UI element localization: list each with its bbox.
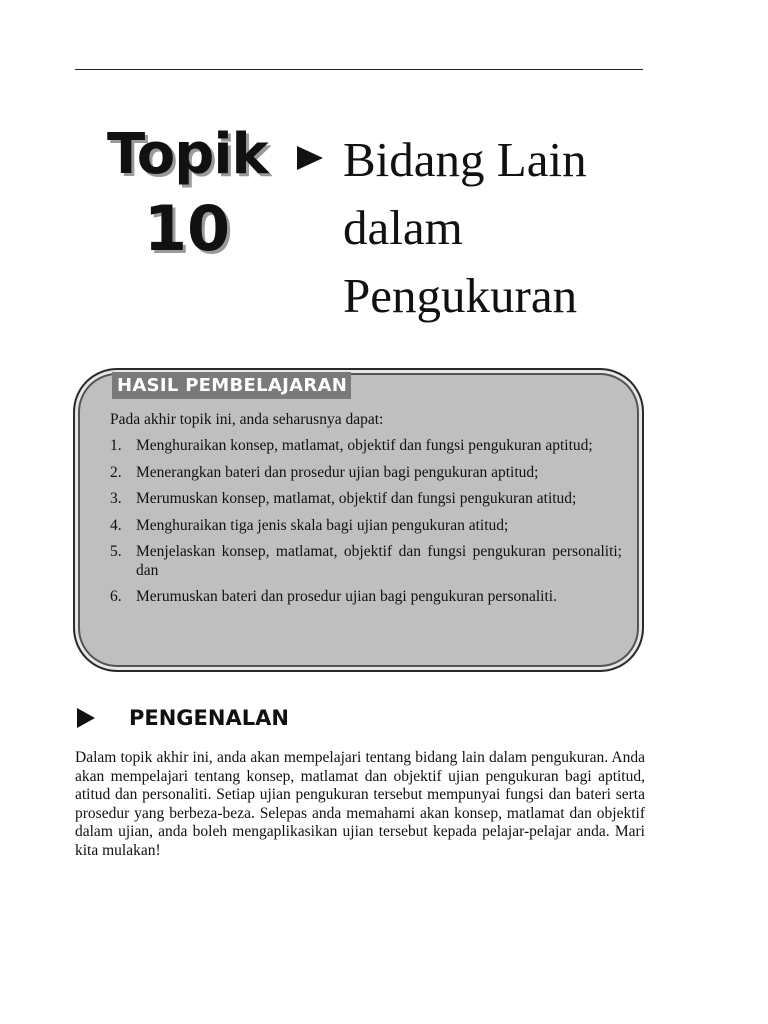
learning-outcomes-heading: HASIL PEMBELAJARAN (112, 372, 351, 399)
list-item (110, 588, 622, 607)
list-item-number: 5. (110, 543, 122, 560)
list-item-text: Merumuskan konsep, matlamat, objektif dan fungsi pengukuran atitud; (136, 490, 577, 507)
list-item (110, 490, 622, 509)
list-item (110, 437, 622, 456)
section-arrow-icon (77, 708, 95, 728)
list-item (110, 543, 622, 580)
chapter-title (343, 126, 643, 330)
section-heading: PENGENALAN (129, 706, 289, 730)
list-item-text: Menghuraikan tiga jenis skala bagi ujian pengukuran atitud; (136, 516, 509, 534)
list-item-text: Menghuraikan konsep, matlamat, objektif dan fungsi pengukuran aptitud; (136, 437, 593, 454)
list-item (110, 517, 622, 536)
topic-number: 10 (143, 192, 231, 265)
chapter-title-line: Pengukuran (343, 268, 578, 323)
topic-label (107, 120, 267, 266)
list-item-number: 4. (110, 516, 122, 534)
topic-word: Topik (107, 122, 268, 187)
list-item-text: Menjelaskan konsep, matlamat, objektif dan fungsi pengukuran personaliti; dan (136, 543, 622, 579)
list-item-number: 2. (110, 463, 122, 481)
list-item-number: 1. (110, 437, 122, 454)
chapter-title-line: dalam (343, 200, 463, 255)
learning-outcomes-list (110, 437, 622, 615)
list-item-number: 3. (110, 490, 122, 507)
list-item-text: Menerangkan bateri dan prosedur ujian bagi pengukuran aptitud; (136, 463, 539, 481)
list-item-number: 6. (110, 588, 122, 605)
list-item (110, 464, 622, 483)
top-rule (75, 69, 643, 70)
chapter-title-line: Bidang Lain (343, 132, 587, 187)
learning-outcomes-intro: Pada akhir topik ini, anda seharusnya dapat: (110, 411, 384, 428)
title-arrow-icon (297, 146, 323, 170)
list-item-text: Merumuskan bateri dan prosedur ujian bagi pengukuran personaliti. (136, 588, 557, 605)
intro-paragraph: Dalam topik akhir ini, anda akan mempelajari tentang bidang lain dalam pengukuran. Anda akan mempelajari tentang konsep, matlamat dan objektif ujian pengukuran bagi aptitud, atitud dan personaliti. Setiap ujian pengukuran tersebut mempunyai fungsi dan bateri serta prosedur yang berbeza-beza. Selepas anda memahami akan konsep, matlamat dan objektif dalam ujian, anda boleh mengaplikasikan ujian tersebut kepada pelajar-pelajar anda. Mari kita mulakan! (75, 749, 645, 859)
